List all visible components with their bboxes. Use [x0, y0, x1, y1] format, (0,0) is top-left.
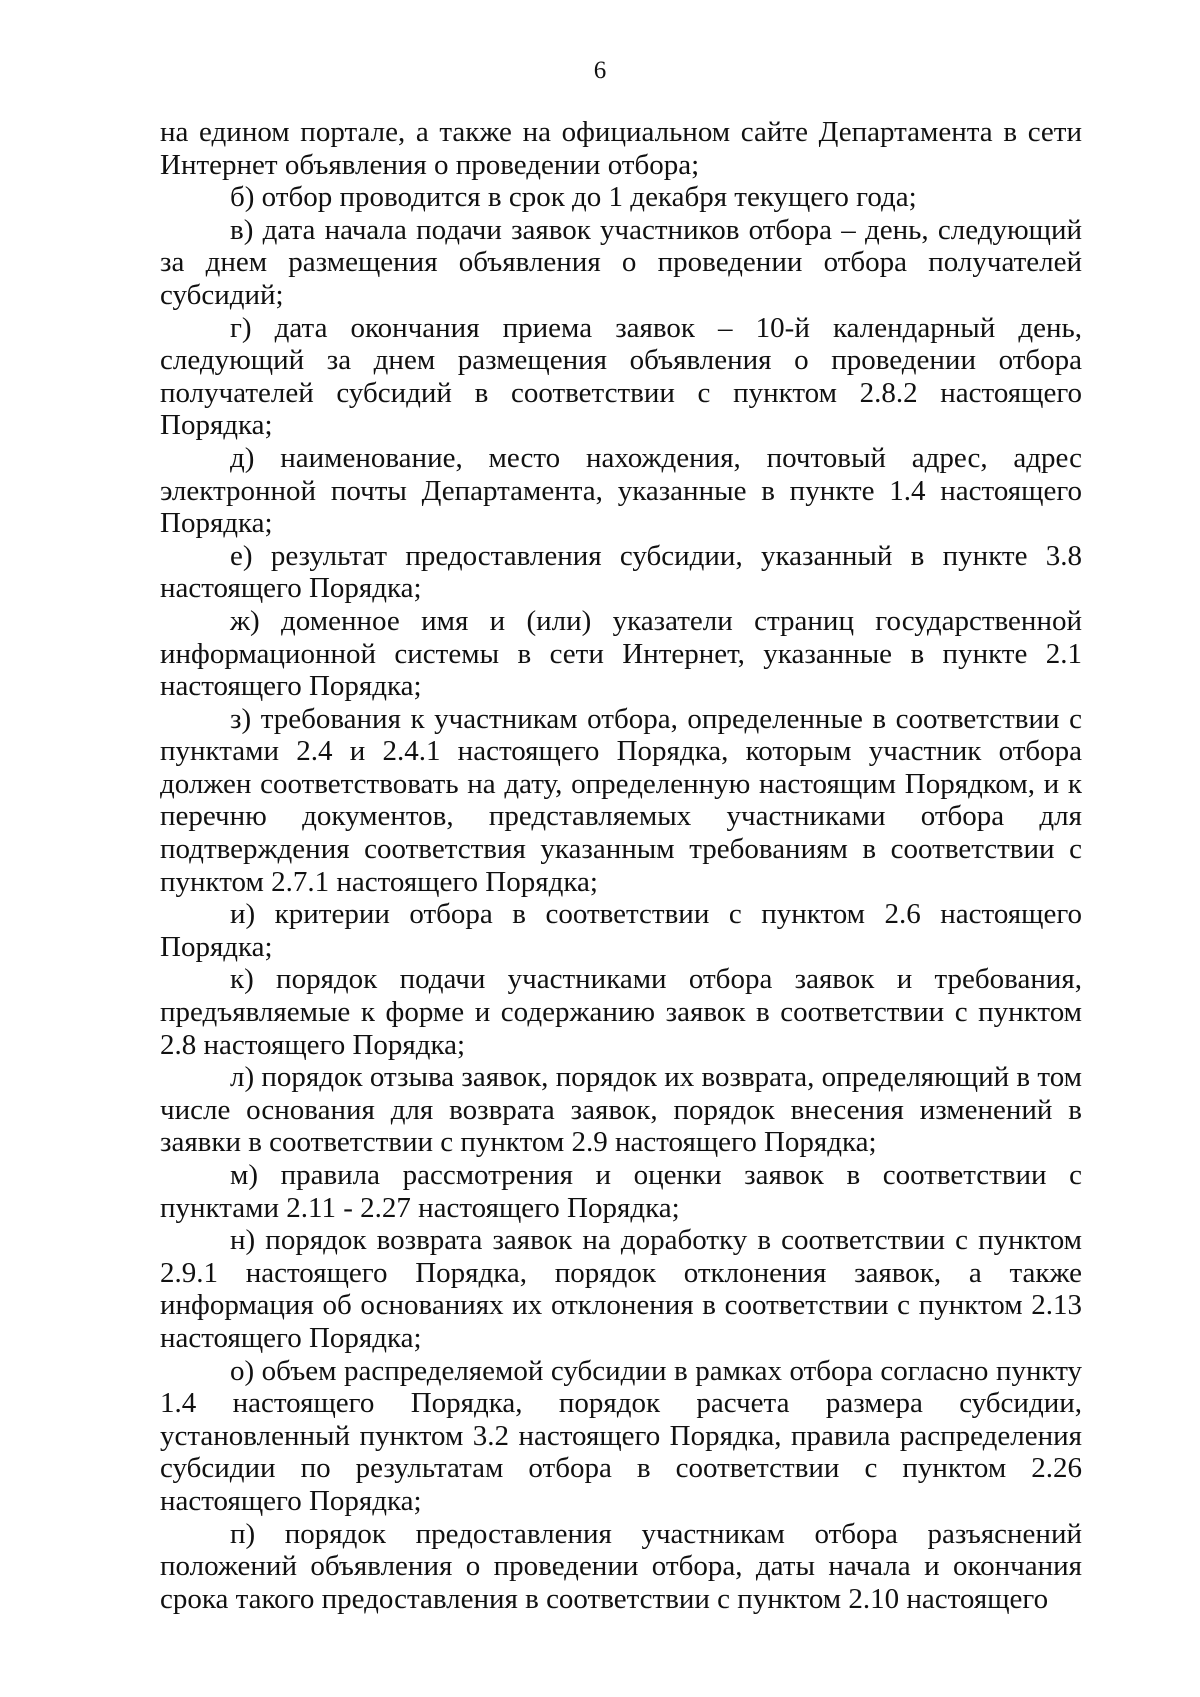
paragraph-item-m: м) правила рассмотрения и оценки заявок в соответствии с пунктами 2.11 - 2.27 настоящего Порядка;	[160, 1159, 1082, 1224]
document-body	[160, 116, 1082, 1615]
paragraph-item-i: и) критерии отбора в соответствии с пунктом 2.6 настоящего Порядка;	[160, 898, 1082, 963]
paragraph-item-g: г) дата окончания приема заявок – 10-й календарный день, следующий за днем размещения объявления о проведении отбора получателей субсидий в соответствии с пунктом 2.8.2 настоящего Порядка;	[160, 311, 1082, 442]
paragraph-item-p: п) порядок предоставления участникам отбора разъяснений положений объявления о проведении отбора, даты начала и окончания срока такого предоставления в соответствии с пунктом 2.10 настоящего	[160, 1517, 1082, 1615]
paragraph-item-v: в) дата начала подачи заявок участников отбора – день, следующий за днем размещения объявления о проведении отбора получателей субсидий;	[160, 213, 1082, 311]
paragraph-item-zh: ж) доменное имя и (или) указатели страниц государственной информационной системы в сети Интернет, указанные в пункте 2.1 настоящего Порядка;	[160, 604, 1082, 703]
page-number: 6	[593, 57, 607, 84]
paragraph-item-l: л) порядок отзыва заявок, порядок их возврата, определяющий в том числе основания для возврата заявок, порядок внесения изменений в заявки в соответствии с пунктом 2.9 настоящего Порядка;	[160, 1061, 1082, 1159]
paragraph-item-d: д) наименование, место нахождения, почтовый адрес, адрес электронной почты Департамента, указанные в пункте 1.4 настоящего Порядка;	[160, 441, 1082, 540]
paragraph-item-o: о) объем распределяемой субсидии в рамках отбора согласно пункту 1.4 настоящего Порядка, порядок расчета размера субсидии, установленный пунктом 3.2 настоящего Порядка, правила распределения субсидии по результатам отбора в соответствии с пунктом 2.26 настоящего Порядка;	[160, 1354, 1082, 1517]
paragraph-item-e: е) результат предоставления субсидии, указанный в пункте 3.8 настоящего Порядка;	[160, 539, 1082, 605]
paragraph-continuation: на едином портале, а также на официальном сайте Департамента в сети Интернет объявления о проведении отбора;	[160, 116, 1082, 181]
paragraph-item-z: з) требования к участникам отбора, определенные в соответствии с пунктами 2.4 и 2.4.1 настоящего Порядка, которым участник отбора должен соответствовать на дату, определенную настоящим Порядком, и к перечню документов, представляемых участниками отбора для подтверждения соответствия указанным требованиям в соответствии с пунктом 2.7.1 настоящего Порядка;	[160, 702, 1082, 898]
paragraph-item-k: к) порядок подачи участниками отбора заявок и требования, предъявляемые к форме и содержанию заявок в соответствии с пунктом 2.8 настоящего Порядка;	[160, 963, 1082, 1061]
paragraph-item-b: б) отбор проводится в срок до 1 декабря текущего года;	[230, 181, 917, 214]
paragraph-item-n: н) порядок возврата заявок на доработку в соответствии с пунктом 2.9.1 настоящего Порядка, порядок отклонения заявок, а также информация об основаниях их отклонения в соответствии с пунктом 2.13 настоящего Порядка;	[160, 1224, 1082, 1354]
